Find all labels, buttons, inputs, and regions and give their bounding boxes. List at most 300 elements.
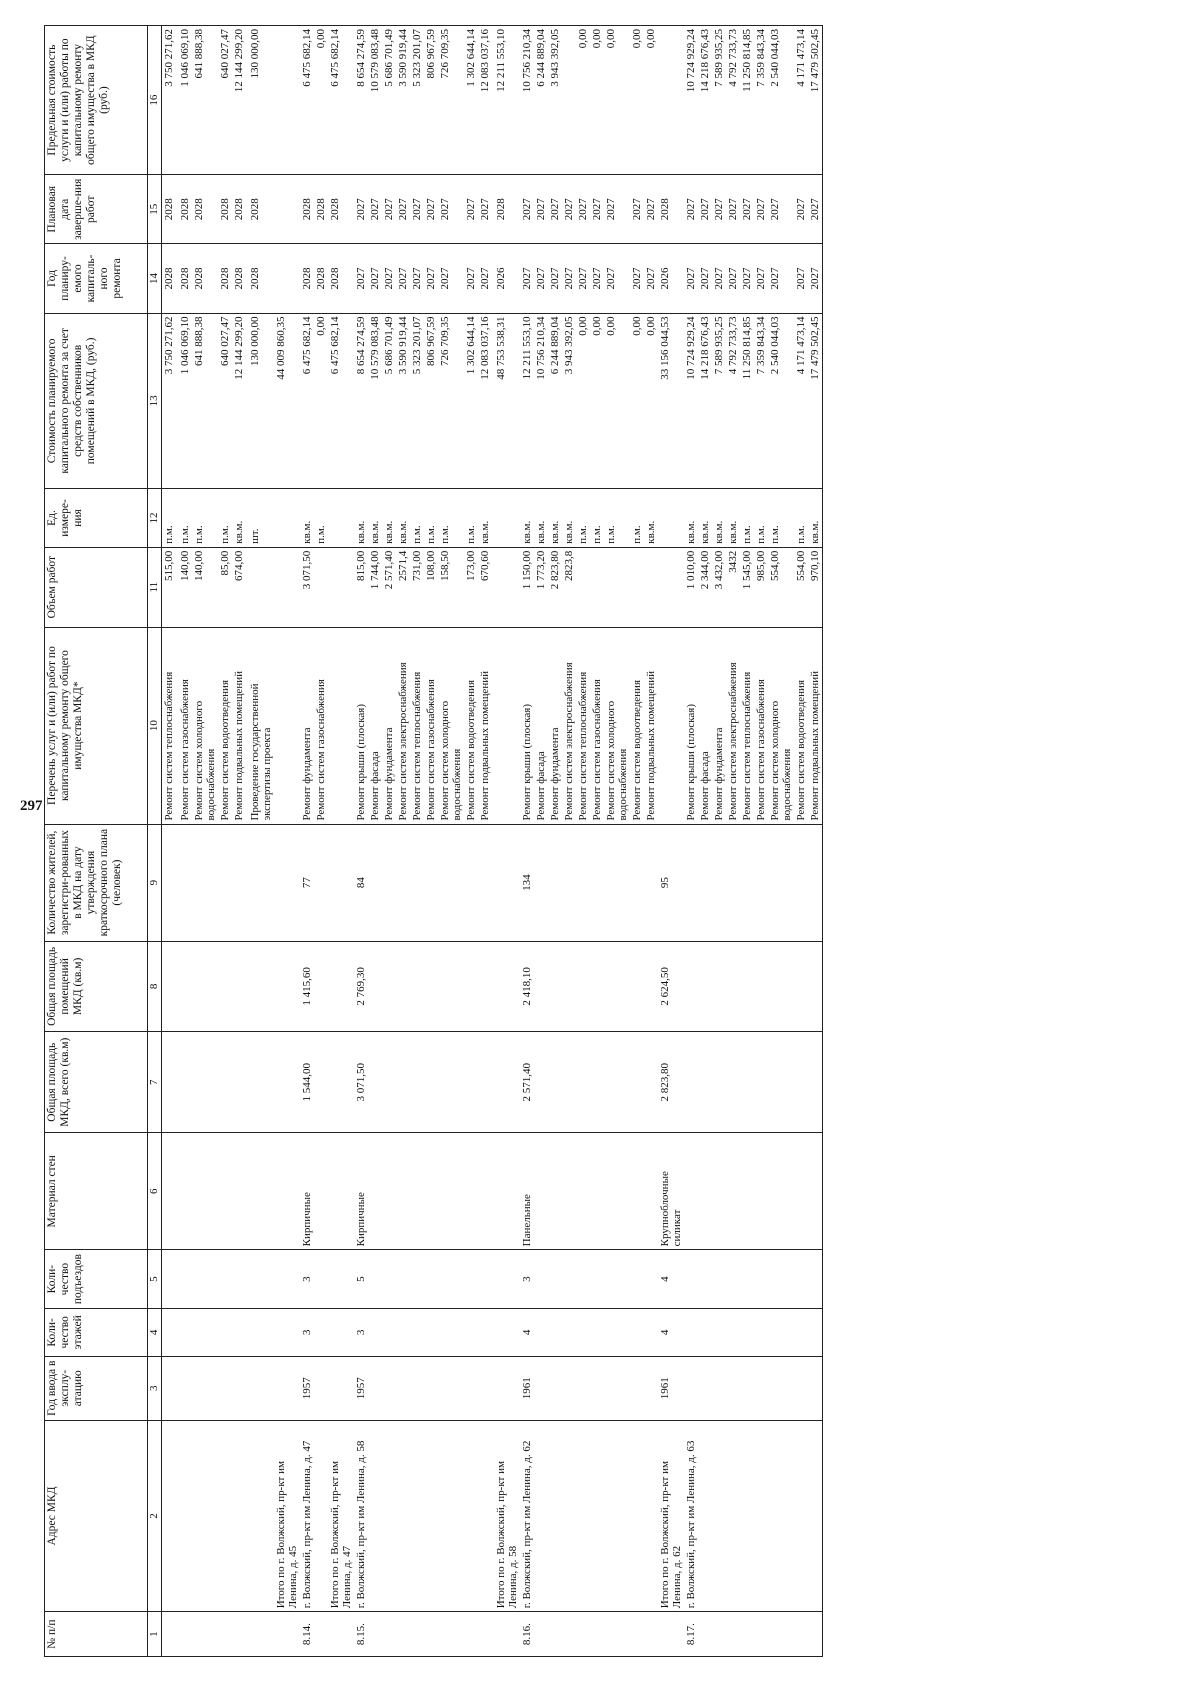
work-type-cell: Ремонт подвальных помещений: [478, 627, 492, 824]
unit-cell: п.м.: [576, 489, 590, 548]
floors-count-cell: [604, 1308, 630, 1356]
planned-cost-cell: 33 156 044,53: [658, 313, 684, 489]
header-cell: Ед. измере-ния: [45, 489, 148, 548]
row-number-cell: [768, 1612, 794, 1657]
work-type-cell: Ремонт фундамента: [548, 627, 562, 824]
limit-cost-cell: 0,00: [576, 26, 590, 175]
entrances-count-cell: [192, 1250, 218, 1309]
limit-cost-cell: 0,00: [604, 26, 630, 175]
work-volume-cell: 554,00: [794, 547, 808, 627]
header-cell: Общая площадь помещений МКД (кв.м): [45, 941, 148, 1031]
rooms-area-cell: [684, 941, 698, 1031]
end-date-cell: 2028: [162, 175, 177, 244]
work-type-cell: Ремонт фасада: [698, 627, 712, 824]
end-date-cell: 2027: [548, 175, 562, 244]
header-cell: Год планиру-емого капиталь-ного ремонта: [45, 244, 148, 313]
total-area-cell: [232, 1032, 246, 1133]
work-type-cell: Ремонт систем водоотведения: [218, 627, 232, 824]
end-date-cell: 2027: [520, 175, 534, 244]
entrances-count-cell: [248, 1250, 274, 1309]
work-volume-cell: [328, 547, 354, 627]
planned-cost-cell: 10 579 083,48: [368, 313, 382, 489]
year-built-cell: [768, 1356, 794, 1420]
total-area-cell: [382, 1032, 396, 1133]
address-cell: [192, 1420, 218, 1612]
work-volume-cell: 1 744,00: [368, 547, 382, 627]
total-area-cell: [740, 1032, 754, 1133]
end-date-cell: 2027: [808, 175, 823, 244]
table-row: [382, 26, 396, 1657]
entrances-count-cell: [534, 1250, 548, 1309]
work-volume-cell: [248, 547, 274, 627]
header-cell: Перечень услуг и (или) работ по капитальному ремонту общего имущества МКД*: [45, 627, 148, 824]
residents-count-cell: [604, 824, 630, 941]
work-volume-cell: [274, 547, 300, 627]
total-area-cell: [314, 1032, 328, 1133]
total-area-cell: 2 571,40: [520, 1032, 534, 1133]
address-cell: [562, 1420, 576, 1612]
plan-year-cell: 2028: [192, 244, 218, 313]
rooms-area-cell: [740, 941, 754, 1031]
limit-cost-cell: 3 943 392,05: [548, 26, 562, 175]
work-volume-cell: 3 432,00: [712, 547, 726, 627]
limit-cost-cell: 806 967,59: [424, 26, 438, 175]
wall-material-cell: [382, 1133, 396, 1250]
total-area-cell: 2 823,80: [658, 1032, 684, 1133]
planned-cost-cell: 3 590 919,44: [396, 313, 410, 489]
year-built-cell: [754, 1356, 768, 1420]
residents-count-cell: [314, 824, 328, 941]
header-cell: Стоимость планируемого капитального ремонта за счет средств собственников помещений в МКД, (руб.): [45, 313, 148, 489]
planned-cost-cell: 12 211 553,10: [520, 313, 534, 489]
unit-cell: п.м.: [178, 489, 192, 548]
floors-count-cell: [274, 1308, 300, 1356]
total-area-cell: [368, 1032, 382, 1133]
plan-year-cell: 2027: [396, 244, 410, 313]
planned-cost-cell: 0,00: [576, 313, 590, 489]
plan-year-cell: 2027: [754, 244, 768, 313]
residents-count-cell: 84: [354, 824, 368, 941]
plan-year-cell: 2026: [494, 244, 520, 313]
address-cell: [162, 1420, 177, 1612]
work-type-cell: Ремонт систем газоснабжения: [590, 627, 604, 824]
unit-cell: кв.м.: [520, 489, 534, 548]
column-number: 6: [148, 1133, 162, 1250]
total-area-cell: [754, 1032, 768, 1133]
plan-year-cell: 2027: [368, 244, 382, 313]
work-type-cell: Ремонт подвальных помещений: [808, 627, 823, 824]
year-built-cell: [478, 1356, 492, 1420]
total-area-cell: [328, 1032, 354, 1133]
work-type-cell: Ремонт фундамента: [712, 627, 726, 824]
residents-count-cell: [768, 824, 794, 941]
row-number-cell: [658, 1612, 684, 1657]
wall-material-cell: [754, 1133, 768, 1250]
residents-count-cell: [794, 824, 808, 941]
residents-count-cell: [698, 824, 712, 941]
work-type-cell: Ремонт систем водоотведения: [630, 627, 644, 824]
work-type-cell: Ремонт систем электроснабжения: [726, 627, 740, 824]
rooms-area-cell: 2 418,10: [520, 941, 534, 1031]
wall-material-cell: Кирпичные: [300, 1133, 314, 1250]
year-built-cell: 1961: [658, 1356, 684, 1420]
year-built-cell: [548, 1356, 562, 1420]
address-cell: Итого по г. Волжский, пр-кт им Ленина, д. 58: [494, 1420, 520, 1612]
rooms-area-cell: [754, 941, 768, 1031]
end-date-cell: 2028: [658, 175, 684, 244]
wall-material-cell: [604, 1133, 630, 1250]
planned-cost-cell: 640 027,47: [218, 313, 232, 489]
rooms-area-cell: [396, 941, 410, 1031]
unit-cell: п.м.: [590, 489, 604, 548]
rooms-area-cell: [590, 941, 604, 1031]
entrances-count-cell: [604, 1250, 630, 1309]
floors-count-cell: [754, 1308, 768, 1356]
work-volume-cell: 2 571,40: [382, 547, 396, 627]
floors-count-cell: [218, 1308, 232, 1356]
total-area-cell: [604, 1032, 630, 1133]
wall-material-cell: [178, 1133, 192, 1250]
unit-cell: шт.: [248, 489, 274, 548]
total-area-cell: [768, 1032, 794, 1133]
floors-count-cell: [438, 1308, 464, 1356]
wall-material-cell: [726, 1133, 740, 1250]
planned-cost-cell: 12 144 299,20: [232, 313, 246, 489]
wall-material-cell: Кирпичные: [354, 1133, 368, 1250]
end-date-cell: [274, 175, 300, 244]
table-row: [548, 26, 562, 1657]
table-row: [534, 26, 548, 1657]
entrances-count-cell: [698, 1250, 712, 1309]
unit-cell: п.м.: [438, 489, 464, 548]
residents-count-cell: [712, 824, 726, 941]
address-cell: [768, 1420, 794, 1612]
entrances-count-cell: [768, 1250, 794, 1309]
address-cell: [754, 1420, 768, 1612]
row-number-cell: [424, 1612, 438, 1657]
page-number: 297: [20, 798, 43, 814]
address-cell: [644, 1420, 658, 1612]
limit-cost-cell: 11 250 814,85: [740, 26, 754, 175]
column-number-row: [148, 26, 162, 1657]
unit-cell: [274, 489, 300, 548]
table-row: [562, 26, 576, 1657]
year-built-cell: [232, 1356, 246, 1420]
entrances-count-cell: [368, 1250, 382, 1309]
year-built-cell: [644, 1356, 658, 1420]
end-date-cell: 2027: [754, 175, 768, 244]
end-date-cell: 2027: [726, 175, 740, 244]
year-built-cell: [698, 1356, 712, 1420]
total-area-cell: [562, 1032, 576, 1133]
entrances-count-cell: 3: [520, 1250, 534, 1309]
planned-cost-cell: 0,00: [314, 313, 328, 489]
column-number: 12: [148, 489, 162, 548]
row-number-cell: 8.14.: [300, 1612, 314, 1657]
unit-cell: п.м.: [424, 489, 438, 548]
year-built-cell: [726, 1356, 740, 1420]
wall-material-cell: [410, 1133, 424, 1250]
year-built-cell: [192, 1356, 218, 1420]
rooms-area-cell: [218, 941, 232, 1031]
floors-count-cell: [768, 1308, 794, 1356]
year-built-cell: [396, 1356, 410, 1420]
limit-cost-cell: 640 027,47: [218, 26, 232, 175]
floors-count-cell: [644, 1308, 658, 1356]
total-area-cell: [630, 1032, 644, 1133]
wall-material-cell: [328, 1133, 354, 1250]
entrances-count-cell: [478, 1250, 492, 1309]
plan-year-cell: 2027: [576, 244, 590, 313]
table-row: [576, 26, 590, 1657]
planned-cost-cell: 8 654 274,59: [354, 313, 368, 489]
floors-count-cell: [314, 1308, 328, 1356]
row-number-cell: [368, 1612, 382, 1657]
limit-cost-cell: 12 083 037,16: [478, 26, 492, 175]
table-row: [740, 26, 754, 1657]
plan-year-cell: 2027: [794, 244, 808, 313]
rooms-area-cell: [248, 941, 274, 1031]
unit-cell: п.м.: [218, 489, 232, 548]
wall-material-cell: [464, 1133, 478, 1250]
unit-cell: [658, 489, 684, 548]
rooms-area-cell: [328, 941, 354, 1031]
wall-material-cell: [274, 1133, 300, 1250]
work-volume-cell: [314, 547, 328, 627]
address-cell: г. Волжский, пр-кт им Ленина, д. 58: [354, 1420, 368, 1612]
header-cell: № п/п: [45, 1612, 148, 1657]
entrances-count-cell: [684, 1250, 698, 1309]
unit-cell: кв.м.: [232, 489, 246, 548]
address-cell: [410, 1420, 424, 1612]
address-cell: [232, 1420, 246, 1612]
repair-plan-table: [44, 25, 823, 1657]
total-area-cell: [494, 1032, 520, 1133]
table-row: [464, 26, 478, 1657]
table-row: [768, 26, 794, 1657]
work-volume-cell: [644, 547, 658, 627]
table-row: [754, 26, 768, 1657]
floors-count-cell: [740, 1308, 754, 1356]
residents-count-cell: [464, 824, 478, 941]
limit-cost-cell: 641 888,38: [192, 26, 218, 175]
wall-material-cell: [684, 1133, 698, 1250]
end-date-cell: 2027: [630, 175, 644, 244]
row-number-cell: [464, 1612, 478, 1657]
table-body: [162, 26, 823, 1657]
address-cell: [548, 1420, 562, 1612]
header-cell: Коли-чество подъездов: [45, 1250, 148, 1309]
floors-count-cell: [712, 1308, 726, 1356]
floors-count-cell: [684, 1308, 698, 1356]
work-type-cell: Ремонт крыши (плоская): [520, 627, 534, 824]
table-row: [478, 26, 492, 1657]
entrances-count-cell: [576, 1250, 590, 1309]
address-cell: [478, 1420, 492, 1612]
year-built-cell: 1957: [354, 1356, 368, 1420]
table-row: [232, 26, 246, 1657]
wall-material-cell: [794, 1133, 808, 1250]
work-type-cell: Ремонт систем газоснабжения: [754, 627, 768, 824]
total-area-cell: [396, 1032, 410, 1133]
planned-cost-cell: 641 888,38: [192, 313, 218, 489]
limit-cost-cell: 4 792 733,73: [726, 26, 740, 175]
rooms-area-cell: [274, 941, 300, 1031]
table-row: [368, 26, 382, 1657]
residents-count-cell: [808, 824, 823, 941]
entrances-count-cell: [314, 1250, 328, 1309]
total-area-cell: [162, 1032, 177, 1133]
residents-count-cell: [740, 824, 754, 941]
year-built-cell: [494, 1356, 520, 1420]
limit-cost-cell: 12 211 553,10: [494, 26, 520, 175]
address-cell: [534, 1420, 548, 1612]
floors-count-cell: [548, 1308, 562, 1356]
unit-cell: п.м.: [630, 489, 644, 548]
rooms-area-cell: [314, 941, 328, 1031]
work-volume-cell: [494, 547, 520, 627]
end-date-cell: 2027: [396, 175, 410, 244]
limit-cost-cell: 726 709,35: [438, 26, 464, 175]
unit-cell: кв.м.: [684, 489, 698, 548]
limit-cost-cell: 3 750 271,62: [162, 26, 177, 175]
planned-cost-cell: 2 540 044,03: [768, 313, 794, 489]
total-area-cell: [548, 1032, 562, 1133]
work-type-cell: Ремонт фундамента: [300, 627, 314, 824]
limit-cost-cell: 0,00: [314, 26, 328, 175]
work-volume-cell: 515,00: [162, 547, 177, 627]
work-volume-cell: 3432: [726, 547, 740, 627]
planned-cost-cell: 6 244 889,04: [548, 313, 562, 489]
limit-cost-cell: 130 000,00: [248, 26, 274, 175]
floors-count-cell: [794, 1308, 808, 1356]
table-row: [424, 26, 438, 1657]
floors-count-cell: [424, 1308, 438, 1356]
floors-count-cell: 3: [300, 1308, 314, 1356]
work-volume-cell: [576, 547, 590, 627]
end-date-cell: 2027: [410, 175, 424, 244]
row-number-cell: [274, 1612, 300, 1657]
total-area-cell: [178, 1032, 192, 1133]
end-date-cell: 2027: [576, 175, 590, 244]
planned-cost-cell: 11 250 814,85: [740, 313, 754, 489]
floors-count-cell: [562, 1308, 576, 1356]
row-number-cell: [382, 1612, 396, 1657]
residents-count-cell: [162, 824, 177, 941]
floors-count-cell: [192, 1308, 218, 1356]
year-built-cell: [590, 1356, 604, 1420]
work-volume-cell: 731,00: [410, 547, 424, 627]
header-cell: Коли-чество этажей: [45, 1308, 148, 1356]
plan-year-cell: 2027: [562, 244, 576, 313]
limit-cost-cell: 8 654 274,59: [354, 26, 368, 175]
entrances-count-cell: 5: [354, 1250, 368, 1309]
unit-cell: кв.м.: [712, 489, 726, 548]
floors-count-cell: [178, 1308, 192, 1356]
row-number-cell: [754, 1612, 768, 1657]
planned-cost-cell: 3 943 392,05: [562, 313, 576, 489]
work-type-cell: Ремонт систем теплоснабжения: [162, 627, 177, 824]
column-number: 8: [148, 941, 162, 1031]
floors-count-cell: 4: [520, 1308, 534, 1356]
entrances-count-cell: [644, 1250, 658, 1309]
rooms-area-cell: [478, 941, 492, 1031]
table-row: [178, 26, 192, 1657]
year-built-cell: 1961: [520, 1356, 534, 1420]
limit-cost-cell: 6 475 682,14: [328, 26, 354, 175]
end-date-cell: 2027: [712, 175, 726, 244]
end-date-cell: 2028: [314, 175, 328, 244]
wall-material-cell: [248, 1133, 274, 1250]
address-cell: [314, 1420, 328, 1612]
wall-material-cell: [562, 1133, 576, 1250]
total-area-cell: [424, 1032, 438, 1133]
total-area-cell: [218, 1032, 232, 1133]
total-area-cell: [534, 1032, 548, 1133]
column-number: 10: [148, 627, 162, 824]
work-volume-cell: [630, 547, 644, 627]
end-date-cell: 2028: [218, 175, 232, 244]
plan-year-cell: 2028: [314, 244, 328, 313]
column-number: 9: [148, 824, 162, 941]
work-volume-cell: 85,00: [218, 547, 232, 627]
row-number-cell: [712, 1612, 726, 1657]
rooms-area-cell: [178, 941, 192, 1031]
address-cell: [576, 1420, 590, 1612]
row-number-cell: [534, 1612, 548, 1657]
work-type-cell: [274, 627, 300, 824]
address-cell: [712, 1420, 726, 1612]
work-volume-cell: 1 545,00: [740, 547, 754, 627]
end-date-cell: 2028: [192, 175, 218, 244]
wall-material-cell: [192, 1133, 218, 1250]
residents-count-cell: [396, 824, 410, 941]
work-type-cell: Ремонт фасада: [368, 627, 382, 824]
planned-cost-cell: 4 792 733,73: [726, 313, 740, 489]
column-number: 5: [148, 1250, 162, 1309]
year-built-cell: [576, 1356, 590, 1420]
row-number-cell: [438, 1612, 464, 1657]
end-date-cell: 2028: [494, 175, 520, 244]
planned-cost-cell: 10 756 210,34: [534, 313, 548, 489]
year-built-cell: [424, 1356, 438, 1420]
table-row: [314, 26, 328, 1657]
residents-count-cell: 77: [300, 824, 314, 941]
plan-year-cell: 2027: [438, 244, 464, 313]
year-built-cell: [178, 1356, 192, 1420]
address-cell: [808, 1420, 823, 1612]
table-row: [684, 26, 698, 1657]
rooms-area-cell: 2 769,30: [354, 941, 368, 1031]
planned-cost-cell: 0,00: [590, 313, 604, 489]
column-number: 1: [148, 1612, 162, 1657]
row-number-cell: [178, 1612, 192, 1657]
work-volume-cell: [604, 547, 630, 627]
residents-count-cell: [368, 824, 382, 941]
residents-count-cell: 95: [658, 824, 684, 941]
address-cell: [726, 1420, 740, 1612]
floors-count-cell: [698, 1308, 712, 1356]
unit-cell: п.м.: [768, 489, 794, 548]
planned-cost-cell: 130 000,00: [248, 313, 274, 489]
rooms-area-cell: [808, 941, 823, 1031]
year-built-cell: [464, 1356, 478, 1420]
work-volume-cell: 1 773,20: [534, 547, 548, 627]
plan-year-cell: 2027: [644, 244, 658, 313]
work-type-cell: Ремонт систем теплоснабжения: [576, 627, 590, 824]
total-area-cell: [576, 1032, 590, 1133]
table-row: [192, 26, 218, 1657]
